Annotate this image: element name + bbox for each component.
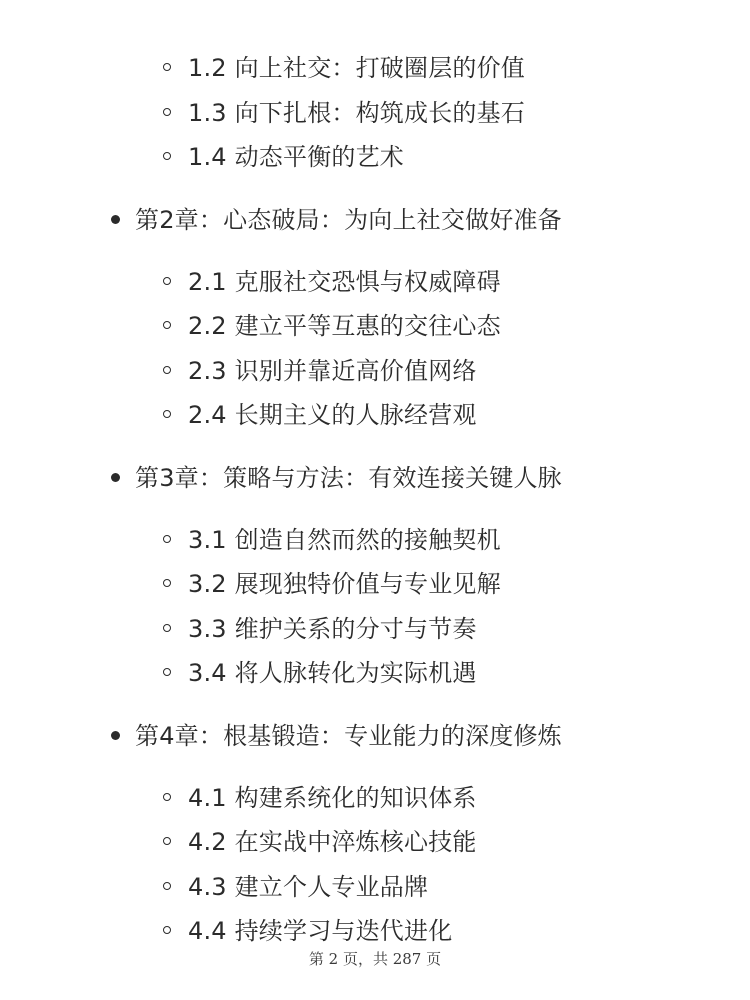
filled-bullet-icon bbox=[111, 215, 120, 224]
hollow-bullet-icon bbox=[163, 152, 171, 160]
toc-section-item bbox=[0, 909, 750, 954]
section-title: 3.3 维护关系的分寸与节奏 bbox=[188, 614, 477, 643]
chapter-title: 第2章：心态破局：为向上社交做好准备 bbox=[135, 205, 562, 234]
chapter-block-4 bbox=[0, 708, 750, 954]
section-title: 2.2 建立平等互惠的交往心态 bbox=[188, 312, 501, 340]
toc-section-item bbox=[0, 393, 750, 438]
section-list-chapter-1 bbox=[0, 46, 750, 180]
section-title: 2.3 识别并靠近高价值网络 bbox=[188, 356, 477, 385]
section-title: 2.4 长期主义的人脉经营观 bbox=[188, 401, 477, 429]
chapter-block-3 bbox=[0, 450, 750, 696]
hollow-bullet-icon bbox=[163, 579, 171, 587]
hollow-bullet-icon bbox=[163, 535, 171, 543]
section-title: 1.4 动态平衡的艺术 bbox=[188, 143, 404, 171]
section-title: 4.2 在实战中淬炼核心技能 bbox=[188, 828, 477, 856]
hollow-bullet-icon bbox=[163, 277, 171, 285]
toc-section-item bbox=[0, 865, 750, 910]
section-title: 4.4 持续学习与迭代进化 bbox=[188, 917, 453, 945]
section-title: 2.1 克服社交恐惧与权威障碍 bbox=[188, 267, 501, 296]
chapter-title: 第4章：根基锻造：专业能力的深度修炼 bbox=[135, 721, 562, 750]
hollow-bullet-icon bbox=[163, 410, 171, 418]
hollow-bullet-icon bbox=[163, 321, 171, 329]
section-list-chapter-2 bbox=[0, 260, 750, 438]
page-number-label: 第 2 页，共 287 页 bbox=[308, 950, 442, 968]
table-of-contents bbox=[0, 46, 750, 966]
chapter-block-2 bbox=[0, 192, 750, 438]
toc-section-item bbox=[0, 562, 750, 607]
hollow-bullet-icon bbox=[163, 926, 171, 934]
filled-bullet-icon bbox=[111, 473, 120, 482]
hollow-bullet-icon bbox=[163, 108, 171, 116]
filled-bullet-icon bbox=[111, 731, 120, 740]
section-title: 1.2 向上社交：打破圈层的价值 bbox=[188, 54, 525, 82]
hollow-bullet-icon bbox=[163, 63, 171, 71]
hollow-bullet-icon bbox=[163, 882, 171, 890]
toc-section-item bbox=[0, 46, 750, 91]
hollow-bullet-icon bbox=[163, 837, 171, 845]
hollow-bullet-icon bbox=[163, 366, 171, 374]
toc-section-item bbox=[0, 349, 750, 394]
toc-section-item bbox=[0, 518, 750, 563]
hollow-bullet-icon bbox=[163, 624, 171, 632]
toc-section-item bbox=[0, 651, 750, 696]
page-footer bbox=[0, 948, 750, 969]
toc-section-item bbox=[0, 260, 750, 305]
section-title: 3.1 创造自然而然的接触契机 bbox=[188, 525, 501, 554]
toc-section-item bbox=[0, 91, 750, 136]
toc-section-item bbox=[0, 135, 750, 180]
chapter-title: 第3章：策略与方法：有效连接关键人脉 bbox=[135, 463, 562, 492]
toc-section-item bbox=[0, 820, 750, 865]
toc-section-item bbox=[0, 607, 750, 652]
section-list-chapter-3 bbox=[0, 518, 750, 696]
section-title: 3.4 将人脉转化为实际机遇 bbox=[188, 659, 477, 687]
section-title: 4.3 建立个人专业品牌 bbox=[188, 872, 429, 901]
section-list-chapter-4 bbox=[0, 776, 750, 954]
hollow-bullet-icon bbox=[163, 793, 171, 801]
toc-chapter-item bbox=[0, 192, 750, 248]
section-title: 3.2 展现独特价值与专业见解 bbox=[188, 570, 501, 598]
toc-chapter-item bbox=[0, 450, 750, 506]
toc-section-item bbox=[0, 304, 750, 349]
hollow-bullet-icon bbox=[163, 668, 171, 676]
toc-chapter-item bbox=[0, 708, 750, 764]
section-title: 4.1 构建系统化的知识体系 bbox=[188, 783, 477, 812]
section-title: 1.3 向下扎根：构筑成长的基石 bbox=[188, 98, 525, 127]
toc-section-item bbox=[0, 776, 750, 821]
